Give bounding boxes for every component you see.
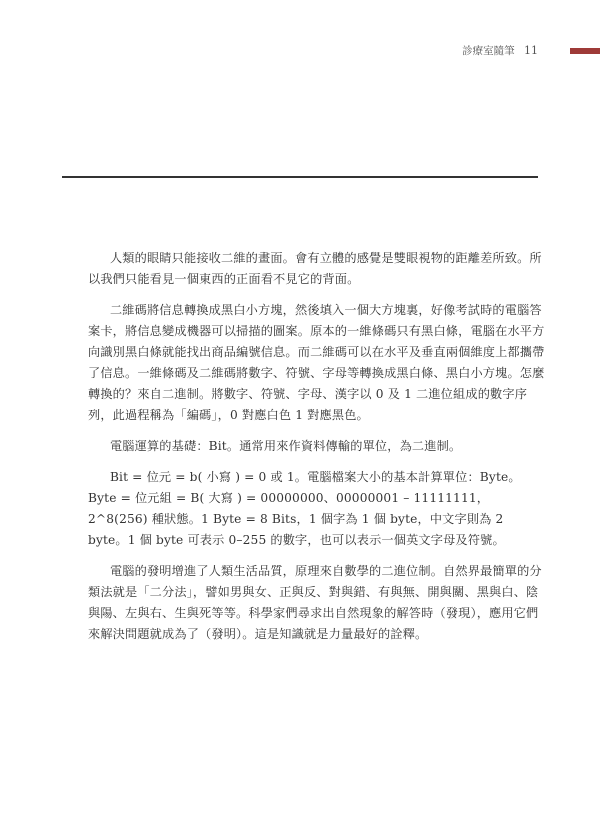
- paragraph: 二維碼將信息轉換成黑白小方塊，然後填入一個大方塊裏，好像考試時的電腦答案卡，將信息變成機器可以掃描的圖案。原本的一維條碼只有黑白條，電腦在水平方向識別黑白條就能找出商品編號信息。而二維碼可以在水平及垂直兩個維度上都攜帶了信息。一維條碼及二維碼將數字、符號、字母等轉換成黑白條、黑白小方塊。怎麼轉換的？來自二進制。將數字、符號、字母、漢字以 0 及 1 二進位組成的數字序列，此過程稱為「編碼」，0 對應白色 1 對應黑色。: [88, 303, 545, 422]
- section-divider: [62, 176, 538, 178]
- paragraph: 電腦運算的基礎：Bit。通常用來作資料傳輸的單位，為二進制。: [109, 439, 462, 453]
- page-number: 11: [524, 44, 538, 57]
- running-header: [462, 44, 538, 58]
- paragraph: Bit = 位元 = b( 小寫 ) = 0 或 1。電腦檔案大小的基本計算單位：Byte。Byte = 位元組 = B( 大寫 ) = 00000000、00000001 – 11111111，2^8(256) 種狀態。1 Byte = 8 Bits，1 個字為 1 個 byte，中文字則為 2 byte。1 個 byte 可表示 0–255 的數字，也可以表示一個英文字母及符號。: [88, 470, 521, 547]
- header-accent-bar: [570, 48, 600, 54]
- paragraph: 人類的眼睛只能接收二維的畫面。會有立體的感覺是雙眼視物的距離差所致。所以我們只能看見一個東西的正面看不見它的背面。: [88, 251, 542, 286]
- body-text: [88, 248, 546, 655]
- book-title: 診療室隨筆: [462, 45, 515, 57]
- paragraph: 電腦的發明增進了人類生活品質，原理來自數學的二進位制。自然界最簡單的分類法就是「二分法」，譬如男與女、正與反、對與錯、有與無、開與關、黑與白、陰與陽、左與右、生與死等等。科學家們尋求出自然現象的解答時（發現），應用它們來解決問題就成為了（發明）。這是知識就是力量最好的詮釋。: [88, 564, 542, 641]
